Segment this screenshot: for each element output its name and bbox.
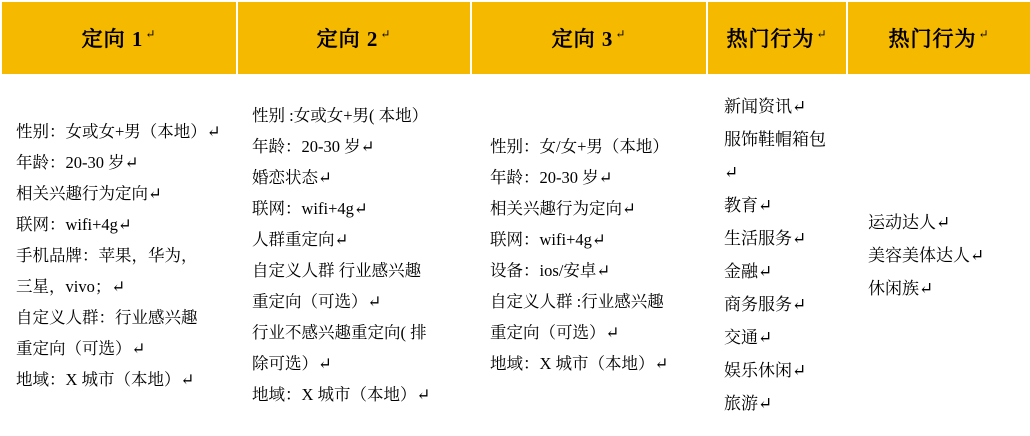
cell-line: 年龄：20-30 岁↵ <box>252 137 375 156</box>
header-mark-1: ↵ <box>145 27 157 41</box>
header-cell-4 <box>707 1 847 75</box>
cell-line: 美容美体达人↵ <box>868 245 985 265</box>
cell-line: 运动达人↵ <box>868 212 951 232</box>
header-mark-5: ↵ <box>978 27 990 41</box>
cell-line: 重定向（可选）↵ <box>490 323 620 342</box>
cell-line: 相关兴趣行为定向↵ <box>490 199 636 218</box>
cell-targeting-2 <box>237 75 471 435</box>
header-label-3: 定向 3 <box>551 27 614 51</box>
cell-line: 新闻资讯↵ <box>724 97 807 116</box>
cell-popular-behavior-1 <box>707 75 847 435</box>
cell-line: 服饰鞋帽箱包↵ <box>724 130 826 182</box>
cell-targeting-3 <box>471 75 707 435</box>
cell-line: 相关兴趣行为定向↵ <box>16 183 162 203</box>
cell-line: 人群重定向↵ <box>252 230 349 249</box>
cell-line: 性别：女/女+男（本地） <box>490 137 669 156</box>
cell-line: 地域：X 城市（本地）↵ <box>490 354 669 373</box>
cell-line: 手机品牌：苹果，华为， <box>16 245 198 265</box>
cell-line: 年龄：20-30 岁↵ <box>490 168 613 187</box>
cell-line: 生活服务↵ <box>724 229 807 248</box>
header-mark-2: ↵ <box>380 27 392 41</box>
header-cell-3 <box>471 1 707 75</box>
table-row <box>1 75 1030 435</box>
cell-line: 设备：ios/安卓↵ <box>490 261 611 280</box>
cell-line: 除可选）↵ <box>252 354 332 373</box>
cell-line: 性别 :女或女+男( 本地） <box>252 106 429 125</box>
header-mark-4: ↵ <box>816 27 828 41</box>
header-label-2: 定向 2 <box>316 27 379 51</box>
cell-line: 联网：wifi+4g↵ <box>490 230 606 249</box>
cell-line: 娱乐休闲↵ <box>724 361 807 380</box>
cell-line: 教育↵ <box>724 196 773 215</box>
cell-line: 三星，vivo；↵ <box>16 276 126 296</box>
header-mark-3: ↵ <box>615 27 627 41</box>
cell-line: 联网：wifi+4g↵ <box>16 214 132 234</box>
cell-line: 自定义人群：行业感兴趣 <box>16 307 198 327</box>
cell-line: 行业不感兴趣重定向( 排 <box>252 323 427 342</box>
header-row <box>1 1 1030 75</box>
header-label-5: 热门行为 <box>888 27 977 51</box>
cell-line: 性别：女或女+男（本地）↵ <box>16 121 221 141</box>
cell-line: 自定义人群 行业感兴趣 <box>252 261 422 280</box>
cell-line: 地域：X 城市（本地）↵ <box>16 369 195 389</box>
header-cell-2 <box>237 1 471 75</box>
cell-line: 商务服务↵ <box>724 295 807 314</box>
cell-line: 年龄：20-30 岁↵ <box>16 152 139 172</box>
header-label-1: 定向 1 <box>81 27 144 51</box>
table-body <box>1 75 1030 435</box>
header-cell-5 <box>847 1 1030 75</box>
cell-line: 重定向（可选）↵ <box>252 292 382 311</box>
table-header <box>1 1 1030 75</box>
header-label-4: 热门行为 <box>726 27 815 51</box>
cell-popular-behavior-2 <box>847 75 1030 435</box>
cell-line: 旅游↵ <box>724 394 773 413</box>
cell-line: 自定义人群 :行业感兴趣 <box>490 292 664 311</box>
cell-line: 婚恋状态↵ <box>252 168 332 187</box>
cell-line: 休闲族↵ <box>868 278 934 298</box>
cell-targeting-1 <box>1 75 237 435</box>
header-cell-1 <box>1 1 237 75</box>
cell-line: 金融↵ <box>724 262 773 281</box>
cell-line: 联网：wifi+4g↵ <box>252 199 368 218</box>
cell-line: 重定向（可选）↵ <box>16 338 146 358</box>
cell-line: 交通↵ <box>724 328 773 347</box>
cell-line: 地域：X 城市（本地）↵ <box>252 385 431 404</box>
